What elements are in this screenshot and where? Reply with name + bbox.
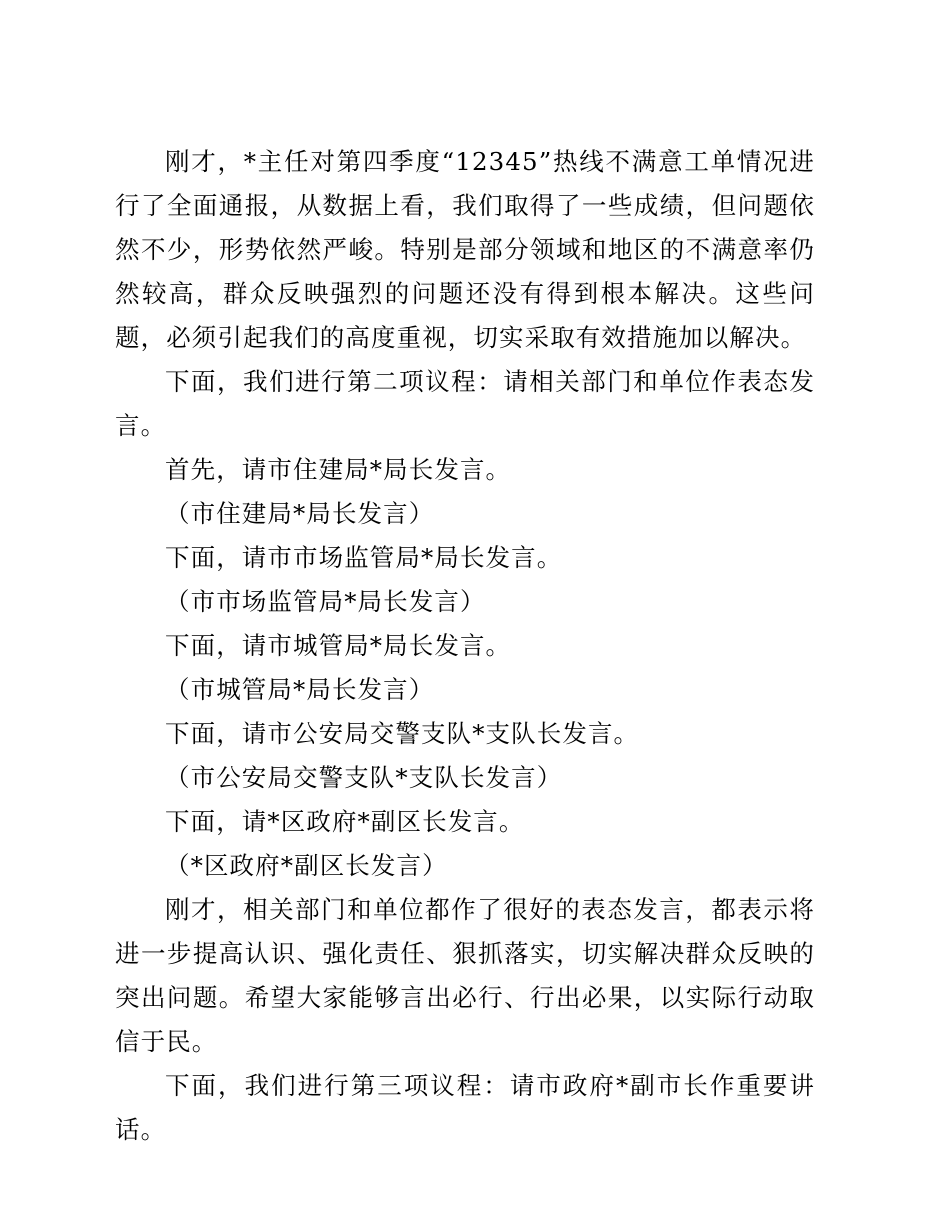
paragraph-closing-remarks: 刚才，相关部门和单位都作了很好的表态发言，都表示将进一步提高认识、强化责任、狠抓落实，切实解决群众反映的突出问题。希望大家能够言出必行、行出必果，以实际行动取信于民。	[115, 895, 815, 1056]
note-urban-management-speech: （市城管局*局长发言）	[165, 675, 435, 704]
paragraph-speaker-housing-bureau: 首先，请市住建局*局长发言。	[165, 455, 512, 484]
document-body	[115, 140, 815, 1152]
paragraph-speaker-traffic-police: 下面，请市公安局交警支队*支队长发言。	[165, 719, 640, 748]
note-district-government-speech: （*区政府*副区长发言）	[165, 851, 448, 880]
note-housing-bureau-speech: （市住建局*局长发言）	[165, 499, 435, 528]
note-traffic-police-speech: （市公安局交警支队*支队长发言）	[165, 763, 563, 792]
note-market-regulation-speech: （市市场监管局*局长发言）	[165, 587, 486, 616]
paragraph-agenda-item-three: 下面，我们进行第三项议程：请市政府*副市长作重要讲话。	[115, 1071, 815, 1144]
paragraph-speaker-urban-management: 下面，请市城管局*局长发言。	[165, 631, 512, 660]
paragraph-speaker-district-government: 下面，请*区政府*副区长发言。	[165, 807, 525, 836]
paragraph-agenda-item-two: 下面，我们进行第二项议程：请相关部门和单位作表态发言。	[115, 367, 815, 440]
paragraph-report-summary: 刚才，*主任对第四季度“12345”热线不满意工单情况进行了全面通报，从数据上看，我们取得了一些成绩，但问题依然不少，形势依然严峻。特别是部分领域和地区的不满意率仍然较高，群众反映强烈的问题还没有得到根本解决。这些问题，必须引起我们的高度重视，切实采取有效措施加以解决。	[115, 147, 815, 352]
paragraph-speaker-market-regulation: 下面，请市市场监管局*局长发言。	[165, 543, 563, 572]
